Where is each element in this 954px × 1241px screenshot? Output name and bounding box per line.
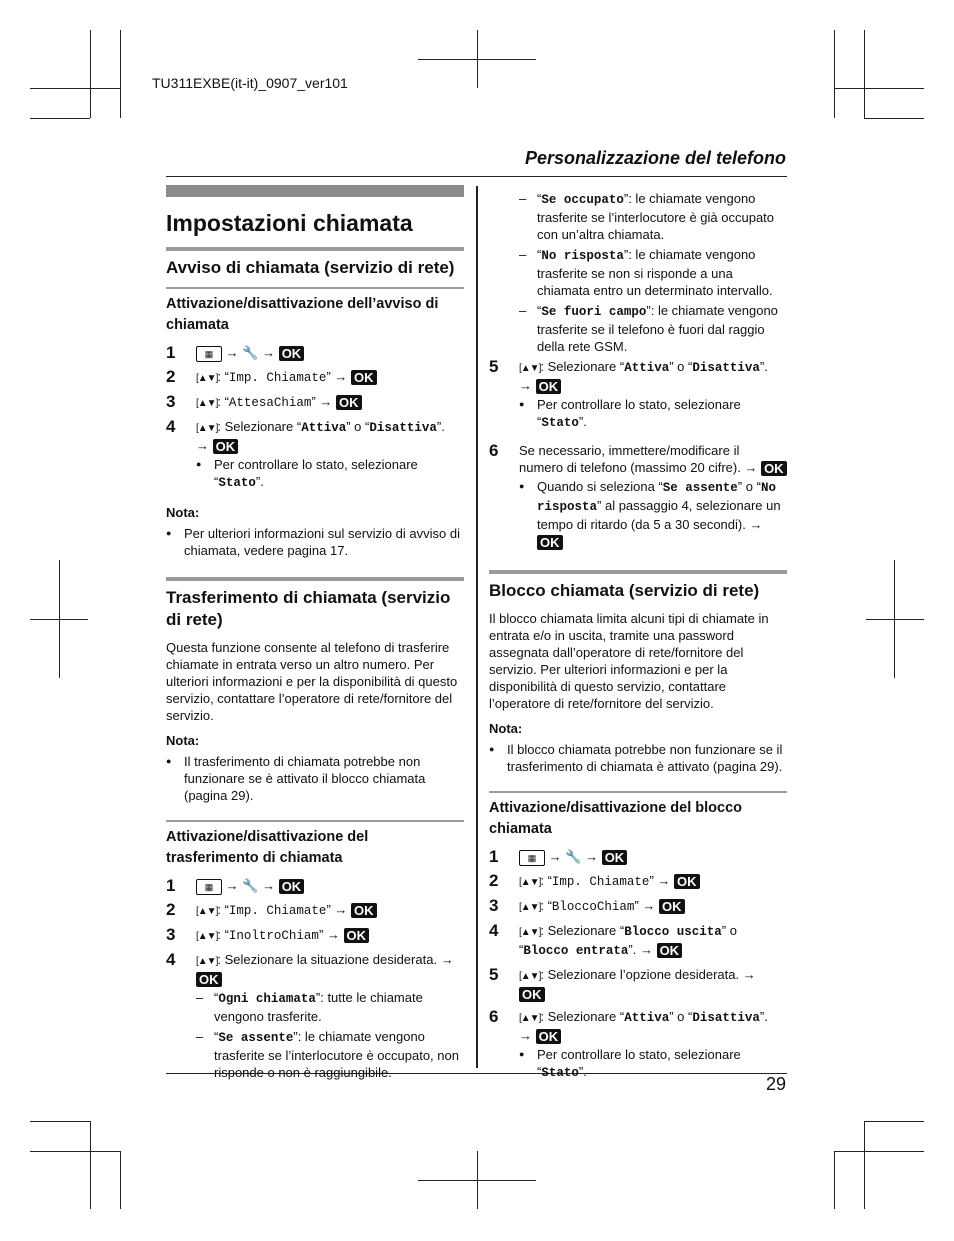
nav-key-icon: [▲▼] [196, 373, 218, 384]
ok-key: OK [537, 535, 563, 550]
nav-key-icon: [▲▼] [519, 1013, 541, 1025]
step-1: 1 ▦ → 🔧 → OK [166, 344, 464, 362]
crop-mark [834, 88, 924, 89]
crop-mark [120, 1151, 121, 1209]
step-6: 6 Se necessario, immettere/modificare il numero di telefono (massimo 20 cifre). → OK ● Quando si seleziona “Se assente” o “No risposta” al passaggio 4, selezionare un tempo di ritardo (da 5 a 30 secondi). → OK [489, 442, 787, 554]
ok-key: OK [761, 461, 787, 476]
nav-key-icon: [▲▼] [196, 906, 218, 918]
wrench-icon: 🔧 [565, 849, 582, 865]
heading-blocco: Blocco chiamata (servizio di rete) [489, 581, 760, 601]
crop-mark [30, 1151, 120, 1152]
crop-mark [30, 619, 88, 620]
note-label: Nota: [166, 505, 200, 521]
crop-mark [418, 59, 536, 60]
nav-key-icon: [▲▼] [519, 902, 541, 914]
ok-key: OK [336, 395, 362, 410]
running-title: Personalizzazione del telefono [524, 148, 786, 168]
nav-key-icon: [▲▼] [196, 931, 218, 943]
step-6: 6 [▲▼]: Selezionare “Attiva” o “Disattiva”. → OK ● Per controllare lo stato, selezionare “Stato”. [489, 1007, 768, 1081]
ok-key: OK [536, 1029, 562, 1044]
subheading-avviso: Attivazione/disattivazione dell’avviso di chiamata [166, 296, 439, 333]
crop-mark [90, 1121, 91, 1209]
left-column [166, 185, 464, 1090]
step-3: 3 [▲▼]: “InoltroChiam” → OK [166, 926, 464, 945]
file-name: TU311EXBE(it-it)_0907_ver101 [152, 75, 348, 91]
ok-key: OK [344, 928, 370, 943]
step-2: 2 [▲▼]: “Imp. Chiamate” → OK [166, 368, 464, 387]
note-item: ● Il blocco chiamata potrebbe non funzionare se il trasferimento di chiamata è attivato (pagina 29). [489, 742, 783, 775]
nav-key-icon: [▲▼] [519, 877, 541, 889]
sub-rule [489, 791, 787, 793]
ok-key: OK [674, 874, 700, 889]
step-2: 2 [▲▼]: “Imp. Chiamate” → OK [489, 872, 787, 891]
crop-mark [864, 1121, 924, 1122]
nav-key-icon: [▲▼] [519, 363, 541, 374]
menu-icon: ▦ [196, 346, 222, 362]
ok-key: OK [279, 346, 305, 361]
section-rule [166, 247, 464, 251]
crop-mark [30, 88, 120, 89]
note-item: ● Per ulteriori informazioni sul servizio di avviso di chiamata, vedere pagina 17. [166, 526, 460, 559]
crop-mark [866, 619, 924, 620]
column-divider [476, 186, 478, 1068]
sub-rule [166, 820, 464, 822]
ok-key: OK [213, 439, 239, 454]
ok-key: OK [196, 972, 222, 987]
ok-key: OK [536, 379, 562, 394]
ok-key: OK [351, 370, 377, 385]
sub-rule [166, 287, 464, 289]
wrench-icon: 🔧 [242, 345, 259, 360]
section-bar [166, 185, 464, 197]
crop-mark [864, 30, 865, 118]
page-number: 29 [765, 1074, 786, 1094]
crop-mark [418, 1180, 536, 1181]
step-3: 3 [▲▼]: “AttesaChiam” → OK [166, 393, 464, 412]
ok-key: OK [602, 850, 628, 865]
section-rule [166, 577, 464, 581]
crop-mark [834, 30, 835, 118]
ok-key: OK [659, 899, 685, 914]
nav-key-icon: [▲▼] [519, 971, 541, 983]
nav-key-icon: [▲▼] [196, 398, 218, 409]
ok-key: OK [657, 943, 683, 958]
page-title: Impostazioni chiamata [166, 210, 413, 236]
subheading-trasferimento: Attivazione/disattivazione del trasferimento di chiamata [166, 829, 369, 867]
heading-avviso: Avviso di chiamata (servizio di rete) [166, 258, 455, 277]
crop-mark [90, 30, 91, 118]
body-text: Questa funzione consente al telefono di trasferire chiamate in entrata verso un altro numero. Per ulteriori informazioni e per la disponibilità di questo servizio, contattare l’operatore di rete/fornitore del servizio. [166, 640, 458, 724]
step-4: 4 [▲▼]: Selezionare “Attiva” o “Disattiva”. → OK ● Per controllare lo stato, selezionare “Stato”. [166, 417, 445, 491]
menu-icon: ▦ [196, 879, 222, 895]
crop-mark [834, 1151, 835, 1209]
step-1: 1 ▦ → 🔧 → OK [166, 877, 464, 895]
note-item: ● Il trasferimento di chiamata potrebbe non funzionare se è attivato il blocco chiamata (pagina 29). [166, 754, 426, 804]
step-1: 1 ▦ → 🔧 → OK [489, 848, 787, 866]
step-5: 5 [▲▼]: Selezionare l’opzione desiderata. → OK [489, 965, 756, 1003]
ok-key: OK [279, 879, 305, 894]
nav-key-icon: [▲▼] [196, 423, 218, 434]
subheading-blocco: Attivazione/disattivazione del blocco chiamata [489, 800, 742, 838]
step-4: 4 [▲▼]: Selezionare la situazione desiderata. → OK – “Ogni chiamata”: tutte le chiamate vengono trasferite. – “Se assente”: le chiamate vengono trasferite se l’interlocutore è occupato, non risponde o non è raggiungibile. [166, 950, 459, 1081]
step-2: 2 [▲▼]: “Imp. Chiamate” → OK [166, 901, 464, 920]
step-4: 4 [▲▼]: Selezionare “Blocco uscita” o “Blocco entrata”. → OK [489, 921, 737, 959]
crop-mark [30, 1121, 90, 1122]
body-text: Il blocco chiamata limita alcuni tipi di chiamate in entrata e/o in uscita, tramite una password assegnata dall’operatore di rete/fornitore del servizio. Per ulteriori informazioni e per la disponibilità di questo servizio, contattare l’operatore di rete/fornitore del servizio. [489, 611, 769, 712]
right-column: – “Se occupato”: le chiamate vengono trasferite se l’interlocutore è già occupato con un’altra chiamata. – “No risposta”: le chiamate vengono trasferite se non si risponde a una chiamata entro un determinato intervallo. – “Se fuori campo”: le chiamate vengono trasferite se il telefono è fuori dal raggio della rete GSM. 5 [▲▼]: Selezionare “Attiva” o “Disattiva”. → OK ● Per controllare lo stato, selezionare “Stato”. 6 Se necessario, immettere/modificare il numero di telefono (massimo 20 cifre). → OK ● Quando si seleziona “Se assente” o “No risposta” al passaggio 4, selezionare un tempo di ritardo (da 5 a 30 secondi). → OK Blocco chiamata (servizio di rete) Il blocco chiamata limita alcuni tipi di chiamate in entrata e/o in uscita, tramite una password assegnata dall’operatore di rete/fornitore del servizio. Per ulteriori informazioni e per la disponibilità di questo servizio, contattare l’operatore di rete/fornitore del servizio. Nota: ● Il blocco chiamata potrebbe non funzionare se il trasferimento di chiamata è attivato (pagina 29). Attivazione/disattivazione del blocco chiamata 1 ▦ → 🔧 → OK 2 [▲▼]: “Imp. Chiamate” → OK 3 [▲▼]: “BloccoChiam” → OK 4 [▲▼]: Selezionare “Blocco uscita” o “Blocco entrata”. → OK 5 [▲▼]: Selezionare l’opzione desiderata. → OK 6 [▲▼]: Selezionare “Attiva” o “Disattiva”. → OK ● Per controllare lo stato, selezionare “Stato”. [489, 188, 787, 1092]
nav-key-icon: [▲▼] [196, 956, 218, 968]
crop-mark [864, 118, 924, 119]
crop-mark [834, 1151, 924, 1152]
step-3: 3 [▲▼]: “BloccoChiam” → OK [489, 897, 787, 916]
nav-key-icon: [▲▼] [519, 927, 541, 939]
crop-mark [864, 1121, 865, 1209]
ok-key: OK [519, 987, 545, 1002]
heading-trasferimento: Trasferimento di chiamata (servizio di rete) [166, 588, 451, 630]
step-5: 5 [▲▼]: Selezionare “Attiva” o “Disattiva”. → OK ● Per controllare lo stato, selezionare “Stato”. [489, 357, 768, 431]
header-rule [166, 176, 787, 177]
note-label: Nota: [489, 721, 523, 737]
crop-mark [120, 30, 121, 118]
wrench-icon: 🔧 [242, 878, 259, 894]
ok-key: OK [351, 903, 377, 918]
note-label: Nota: [166, 733, 200, 749]
section-rule [489, 570, 787, 574]
menu-icon: ▦ [519, 850, 545, 866]
crop-mark [30, 118, 90, 119]
